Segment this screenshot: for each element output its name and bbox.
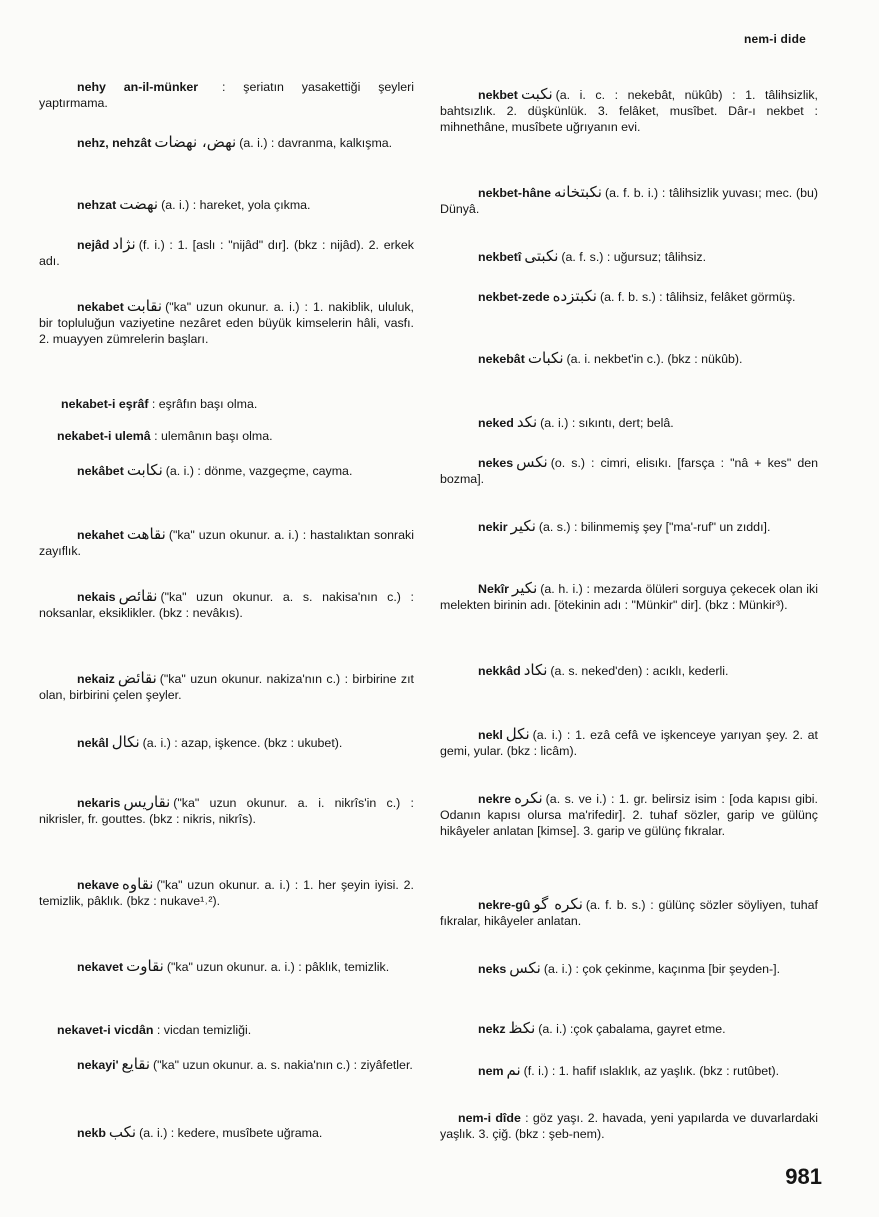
dictionary-entry: [39, 1124, 414, 1141]
dictionary-entry: [440, 184, 818, 217]
headword: nekais: [77, 590, 116, 604]
definition: : vicdan temizliği.: [153, 1023, 252, 1037]
dictionary-entry: [440, 1110, 818, 1142]
definition: : şeriatın yasakettiği şeyleri yaptırmama.: [39, 80, 414, 110]
definition: (a. h. i.) : mezarda ölüleri sorguya çekecek olan iki melekten birinin adı. [ötekinin adı : "Münkir" dir]. (bkz : Münkir³).: [440, 582, 818, 612]
dictionary-entry: [440, 518, 818, 535]
dictionary-entry: [440, 580, 818, 613]
headword: nehy an-il-münker: [77, 80, 199, 94]
arabic-script: نكال: [111, 733, 140, 751]
definition: ("ka" uzun okunur. nakiza'nın c.) : birbirine zıt olan, birbirini çelen şeyler.: [39, 672, 414, 702]
arabic-script: نقايع: [121, 1055, 151, 1073]
arabic-script: نقاوت: [126, 957, 164, 975]
definition: (a. f. b. s.) : tâlihsiz, felâket görmüş.: [599, 290, 796, 304]
definition: ("ka" uzun okunur. a. s. nakia'nın c.) : ziyâfetler.: [153, 1058, 413, 1072]
definition: (a. f. b. i.) : tâlihsizlik yuvası; mec. (bu) Dünyâ.: [440, 186, 818, 216]
dictionary-entry: [39, 428, 414, 444]
dictionary-entry: [39, 396, 414, 412]
dictionary-entry: [39, 794, 414, 827]
definition: (f. i.) : 1. [aslı : "nijâd" dır]. (bkz : nijâd). 2. erkek adı.: [39, 238, 414, 268]
definition: : eşrâfın başı olma.: [148, 397, 258, 411]
dictionary-entry: [39, 1022, 414, 1038]
headword: nekes: [478, 456, 514, 470]
headword: nekaris: [77, 796, 121, 810]
headword: nehzat: [77, 198, 117, 212]
headword: nekl: [478, 728, 503, 742]
dictionary-entry: [39, 526, 414, 559]
arabic-script: نكره: [514, 789, 543, 807]
definition: (a. s. ve i.) : 1. gr. belirsiz isim : [oda kapısı gibi. Odanın kapısı olursa ma'rifedir]. 2. tuhaf sözler, garip ve gülünç hikâyeler anlatan [kimse]. 3. garip ve gülünç fıkralar.: [440, 792, 818, 838]
arabic-script: نكره گو: [533, 895, 583, 913]
dictionary-entry: [39, 958, 414, 975]
definition: ("ka" uzun okunur. a. s. nakisa'nın c.) : noksanlar, eksiklikler. (bkz : nevâkıs).: [39, 590, 414, 620]
page-number: 981: [785, 1164, 822, 1189]
arabic-script: نژاد: [112, 235, 136, 253]
headword: nekayi': [77, 1058, 119, 1072]
dictionary-entry: [39, 462, 414, 479]
definition: (a. i. nekbet'in c.). (bkz : nükûb).: [566, 352, 743, 366]
headword: nekaiz: [77, 672, 115, 686]
headword: nekabet-i ulemâ: [57, 429, 151, 443]
dictionary-entry: [39, 236, 414, 269]
arabic-script: نكاد: [523, 661, 548, 679]
dictionary-entry: [39, 734, 414, 751]
definition: (a. i.) : davranma, kalkışma.: [239, 136, 393, 150]
arabic-script: نقائص: [118, 587, 158, 605]
dictionary-entry: [440, 1020, 818, 1037]
headword: nekz: [478, 1022, 506, 1036]
running-header: nem-i dide: [743, 32, 806, 46]
headword: nekbet-hâne: [478, 186, 551, 200]
headword: nekb: [77, 1126, 106, 1140]
definition: (a. i.) : sıkıntı, dert; belâ.: [540, 416, 674, 430]
headword: nekir: [478, 520, 508, 534]
arabic-script: نقائض: [117, 669, 157, 687]
arabic-script: نكير: [512, 579, 538, 597]
definition: (a. i.) : dönme, vazgeçme, cayma.: [165, 464, 353, 478]
headword: nekbet-zede: [478, 290, 550, 304]
definition: (a. i.) : hareket, yola çıkma.: [161, 198, 311, 212]
definition: (a. f. s.) : uğursuz; tâlihsiz.: [561, 250, 707, 264]
arabic-script: نقابت: [126, 297, 163, 315]
headword: nekre: [478, 792, 512, 806]
definition: ("ka" uzun okunur. a. i. nikrîs'in c.) : nikrisler, fr. gouttes. (bkz : nikris, nikrîs).: [39, 796, 414, 826]
dictionary-entry: [440, 454, 818, 487]
dictionary-entry: [440, 662, 818, 679]
dictionary-entry: [39, 1056, 414, 1073]
arabic-script: نكير: [510, 517, 536, 535]
dictionary-entry: [440, 960, 818, 977]
arabic-script: نكل: [505, 725, 530, 743]
headword: Nekîr: [478, 582, 509, 596]
dictionary-entry: [440, 248, 818, 265]
headword: nejâd: [77, 238, 110, 252]
dictionary-entry: [440, 288, 818, 305]
definition: (a. i.) :çok çabalama, gayret etme.: [538, 1022, 726, 1036]
arabic-script: نكبتزده: [552, 287, 597, 305]
arabic-script: نقاريس: [123, 793, 171, 811]
headword: nekkâd: [478, 664, 521, 678]
definition: : ulemânın başı olma.: [150, 429, 273, 443]
dictionary-entry: [39, 670, 414, 703]
headword: nem: [478, 1064, 504, 1078]
definition: : göz yaşı. 2. havada, yeni yapılarda ve duvarlardaki yaşlık. 3. çiğ. (bkz : şeb-nem).: [440, 1111, 818, 1141]
arabic-script: نقاهت: [126, 525, 166, 543]
dictionary-entry: [440, 86, 818, 135]
headword: nekabet-i eşrâf: [61, 397, 149, 411]
dictionary-entry: [39, 876, 414, 909]
dictionary-entry: [440, 350, 818, 367]
dictionary-entry: [440, 896, 818, 929]
arabic-script: نهض، نهضات: [154, 133, 237, 151]
headword: nekavet-i vicdân: [57, 1023, 154, 1037]
arabic-script: نكظ: [508, 1019, 536, 1037]
dictionary-entry: [39, 298, 414, 347]
dictionary-entry: [39, 78, 414, 111]
definition: ("ka" uzun okunur. a. i.) : 1. her şeyin iyisi. 2. temizlik, pâklık. (bkz : nukave¹˒²).: [39, 878, 414, 908]
arabic-script: نكد: [516, 413, 538, 431]
arabic-script: نكس: [509, 959, 541, 977]
dictionary-entry: [440, 1062, 818, 1079]
arabic-script: نهضت: [119, 195, 159, 213]
arabic-script: نقاوه: [122, 875, 154, 893]
definition: (a. f. b. s.) : gülünç sözler söyliyen, tuhaf fıkralar, hikâyeler anlatan.: [440, 898, 818, 928]
definition: (a. i.) : 1. ezâ cefâ ve işkenceye yarıyan şey. 2. at gemi, yular. (bkz : licâm).: [440, 728, 818, 758]
definition: ("ka" uzun okunur. a. i.) : pâklık, temizlik.: [166, 960, 390, 974]
headword: nekbet: [478, 88, 518, 102]
arabic-script: نكبتخانه: [553, 183, 602, 201]
arabic-script: نكبتى: [524, 247, 559, 265]
headword: neked: [478, 416, 514, 430]
definition: (a. i. c. : nekebât, nükûb) : 1. tâlihsizlik, bahtsızlık. 2. düşkünlük. 3. felâket, musîbet. Dâr-ı nekbet : mihnethâne, musîbete uğrıyanın evi.: [440, 88, 818, 134]
arabic-script: نكبت: [520, 85, 553, 103]
arabic-script: نم: [506, 1061, 521, 1079]
definition: (f. i.) : 1. hafif ıslaklık, az yaşlık. (bkz : rutûbet).: [523, 1064, 780, 1078]
dictionary-entry: [39, 134, 414, 151]
headword: neks: [478, 962, 507, 976]
headword: nekâl: [77, 736, 109, 750]
definition: (a. s. neked'den) : acıklı, kederli.: [550, 664, 729, 678]
arabic-script: نكس: [516, 453, 548, 471]
dictionary-entry: [440, 414, 818, 431]
arabic-script: نكب: [108, 1123, 137, 1141]
headword: nehz, nehzât: [77, 136, 152, 150]
headword: nekabet: [77, 300, 124, 314]
definition: (a. i.) : çok çekinme, kaçınma [bir şeyden-].: [543, 962, 781, 976]
headword: nekavet: [77, 960, 124, 974]
headword: nekave: [77, 878, 120, 892]
definition: (a. i.) : kedere, musîbete uğrama.: [139, 1126, 323, 1140]
definition: (a. i.) : azap, işkence. (bkz : ukubet).: [142, 736, 343, 750]
dictionary-entry: [440, 790, 818, 839]
headword: nekebât: [478, 352, 525, 366]
headword: nekbetî: [478, 250, 522, 264]
headword: nem-i dîde: [458, 1111, 521, 1125]
arabic-script: نكبات: [527, 349, 564, 367]
definition: (o. s.) : cimri, elisıkı. [farsça : "nâ + kes" den bozma].: [440, 456, 818, 486]
definition: (a. s.) : bilinmemiş şey ["ma'-ruf" un zıddı].: [538, 520, 771, 534]
dictionary-entry: [39, 588, 414, 621]
definition: ("ka" uzun okunur. a. i.) : hastalıktan sonraki zayıflık.: [39, 528, 414, 558]
headword: nekâbet: [77, 464, 124, 478]
dictionary-entry: [440, 726, 818, 759]
headword: nekre-gû: [478, 898, 531, 912]
definition: ("ka" uzun okunur. a. i.) : 1. nakiblik, ululuk, bir topluluğun vaziyetine nezâret eden büyük kimselerin hâli, vasfı. 2. muayyen zümrelerin başları.: [39, 300, 414, 346]
dictionary-entry: [39, 196, 414, 213]
arabic-script: نكابت: [126, 461, 163, 479]
headword: nekahet: [77, 528, 124, 542]
